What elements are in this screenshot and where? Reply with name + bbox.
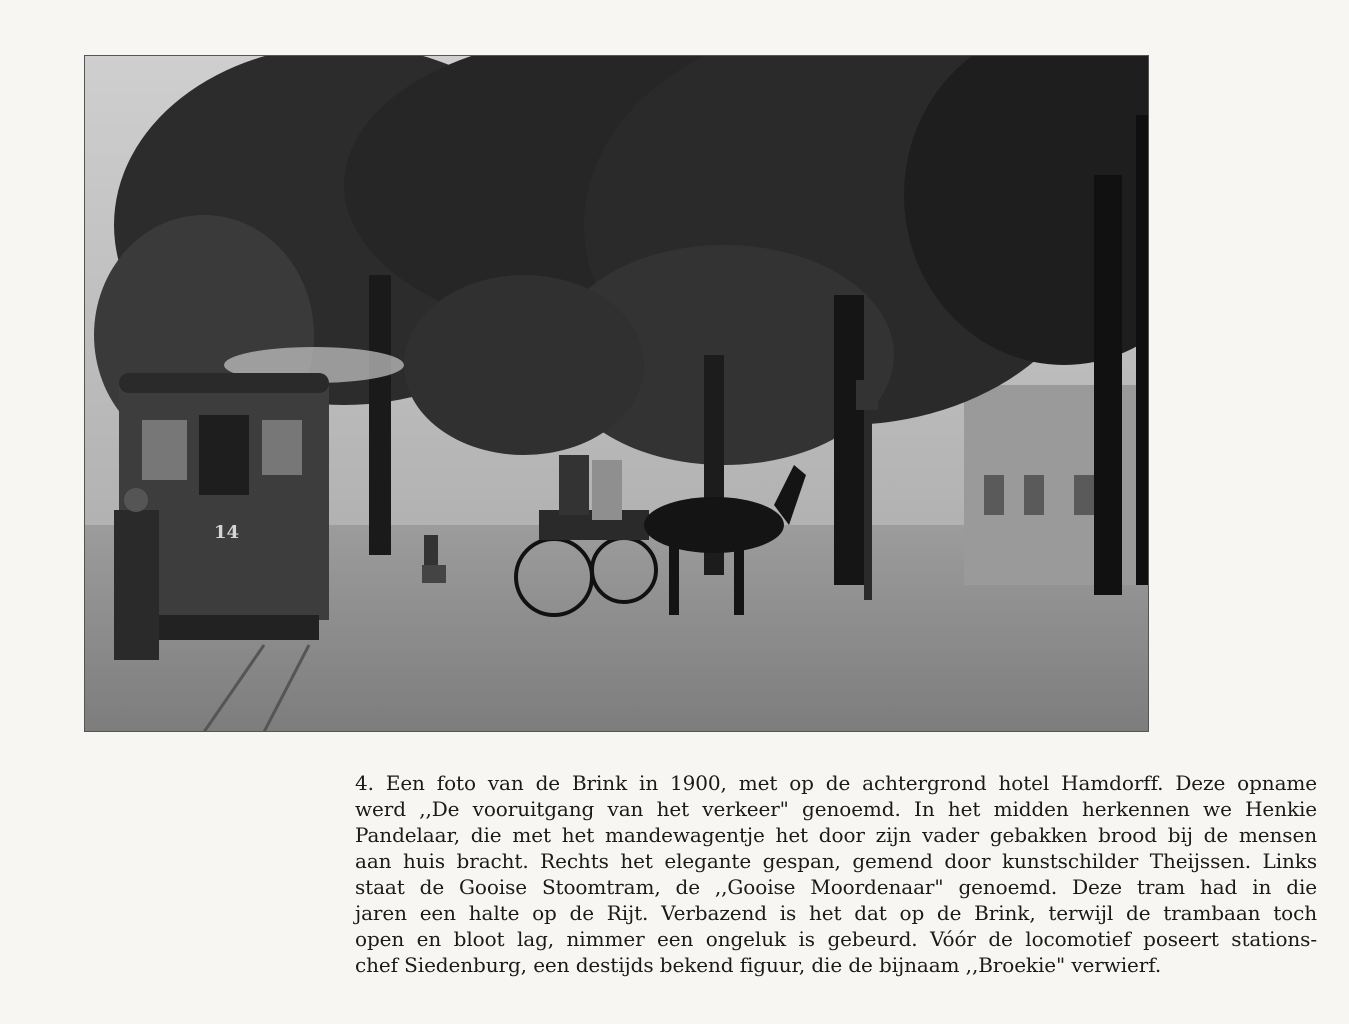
caption-line: Pandelaar, die met het mandewagentje het door zijn vader gebakken brood bij de mensen <box>355 823 1317 847</box>
photo-caption <box>355 770 1317 978</box>
caption-line: werd ,,De vooruitgang van het verkeer" genoemd. In het midden herkennen we Henkie <box>355 797 1317 821</box>
historic-photograph <box>84 55 1149 732</box>
caption-line: staat de Gooise Stoomtram, de ,,Gooise Moordenaar" genoemd. Deze tram had in die <box>355 875 1317 899</box>
caption-line: jaren een halte op de Rijt. Verbazend is het dat op de Brink, terwijl de trambaan toch <box>355 901 1317 925</box>
caption-line: open en bloot lag, nimmer een ongeluk is gebeurd. Vóór de locomotief poseert stations- <box>355 927 1317 951</box>
caption-line: chef Siedenburg, een destijds bekend figuur, die de bijnaam ,,Broekie" verwierf. <box>355 953 1162 977</box>
caption-line: aan huis bracht. Rechts het elegante gespan, gemend door kunstschilder Theijssen. Links <box>355 849 1317 873</box>
caption-line: 4. Een foto van de Brink in 1900, met op de achtergrond hotel Hamdorff. Deze opname <box>355 771 1317 795</box>
tram-number: 14 <box>214 522 240 543</box>
